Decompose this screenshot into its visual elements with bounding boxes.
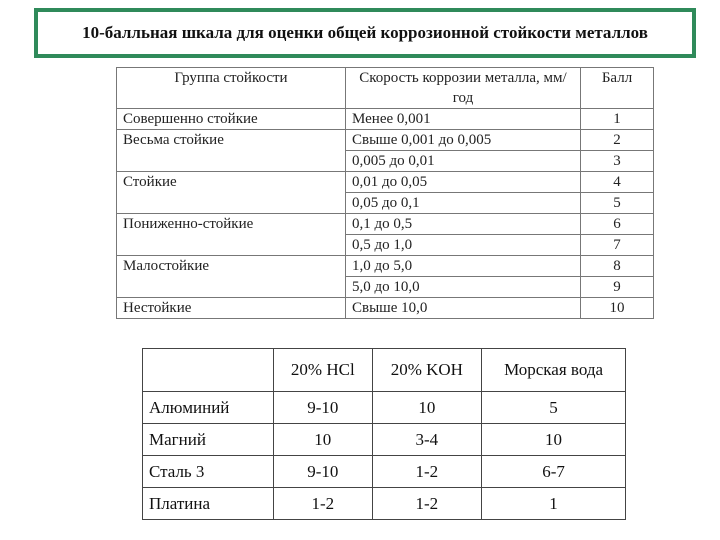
koh-score: 1-2 (372, 488, 482, 520)
koh-score: 3-4 (372, 424, 482, 456)
corrosion-scale-table (116, 67, 654, 319)
metal-name: Платина (143, 488, 274, 520)
table-row (117, 130, 654, 151)
table-row (117, 172, 654, 193)
header-seawater: Морская вода (482, 349, 626, 392)
header-hcl: 20% HCl (274, 349, 373, 392)
rate-cell: Свыше 10,0 (346, 298, 581, 319)
group-cell (117, 193, 346, 214)
table-header-row (143, 349, 626, 392)
group-cell (117, 151, 346, 172)
seawater-score: 5 (482, 392, 626, 424)
hcl-score: 10 (274, 424, 373, 456)
metal-name: Сталь 3 (143, 456, 274, 488)
group-cell: Стойкие (117, 172, 346, 193)
group-cell (117, 277, 346, 298)
rate-cell: 0,01 до 0,05 (346, 172, 581, 193)
group-cell (117, 235, 346, 256)
group-cell: Весьма стойкие (117, 130, 346, 151)
score-cell: 5 (581, 193, 654, 214)
metal-name: Алюминий (143, 392, 274, 424)
score-cell: 1 (581, 109, 654, 130)
score-cell: 3 (581, 151, 654, 172)
table-row (117, 235, 654, 256)
hcl-score: 9-10 (274, 456, 373, 488)
table-row (143, 424, 626, 456)
page-title: 10-балльная шкала для оценки общей коррозионной стойкости металлов (34, 8, 696, 58)
score-cell: 6 (581, 214, 654, 235)
rate-cell: 0,1 до 0,5 (346, 214, 581, 235)
table-row (117, 151, 654, 172)
header-group: Группа стойкости (117, 68, 346, 109)
table-row (143, 488, 626, 520)
hcl-score: 1-2 (274, 488, 373, 520)
metal-comparison-table (142, 348, 626, 520)
score-cell: 9 (581, 277, 654, 298)
group-cell: Нестойкие (117, 298, 346, 319)
group-cell: Совершенно стойкие (117, 109, 346, 130)
header-rate: Скорость коррозии металла, мм/год (346, 68, 581, 109)
score-cell: 8 (581, 256, 654, 277)
rate-cell: 0,05 до 0,1 (346, 193, 581, 214)
seawater-score: 1 (482, 488, 626, 520)
rate-cell: 0,005 до 0,01 (346, 151, 581, 172)
rate-cell: 1,0 до 5,0 (346, 256, 581, 277)
koh-score: 10 (372, 392, 482, 424)
table-row (117, 298, 654, 319)
rate-cell: 5,0 до 10,0 (346, 277, 581, 298)
group-cell: Пониженно-стойкие (117, 214, 346, 235)
table-row (143, 456, 626, 488)
score-cell: 10 (581, 298, 654, 319)
table-row (117, 277, 654, 298)
table-header-row (117, 68, 654, 109)
group-cell: Малостойкие (117, 256, 346, 277)
rate-cell: Менее 0,001 (346, 109, 581, 130)
table-row (117, 193, 654, 214)
header-koh: 20% KOH (372, 349, 482, 392)
header-corner (143, 349, 274, 392)
metal-name: Магний (143, 424, 274, 456)
koh-score: 1-2 (372, 456, 482, 488)
score-cell: 2 (581, 130, 654, 151)
header-score: Балл (581, 68, 654, 109)
score-cell: 7 (581, 235, 654, 256)
table-row (117, 256, 654, 277)
table-row (143, 392, 626, 424)
rate-cell: Свыше 0,001 до 0,005 (346, 130, 581, 151)
hcl-score: 9-10 (274, 392, 373, 424)
seawater-score: 10 (482, 424, 626, 456)
seawater-score: 6-7 (482, 456, 626, 488)
table-row (117, 214, 654, 235)
table-row (117, 109, 654, 130)
score-cell: 4 (581, 172, 654, 193)
rate-cell: 0,5 до 1,0 (346, 235, 581, 256)
